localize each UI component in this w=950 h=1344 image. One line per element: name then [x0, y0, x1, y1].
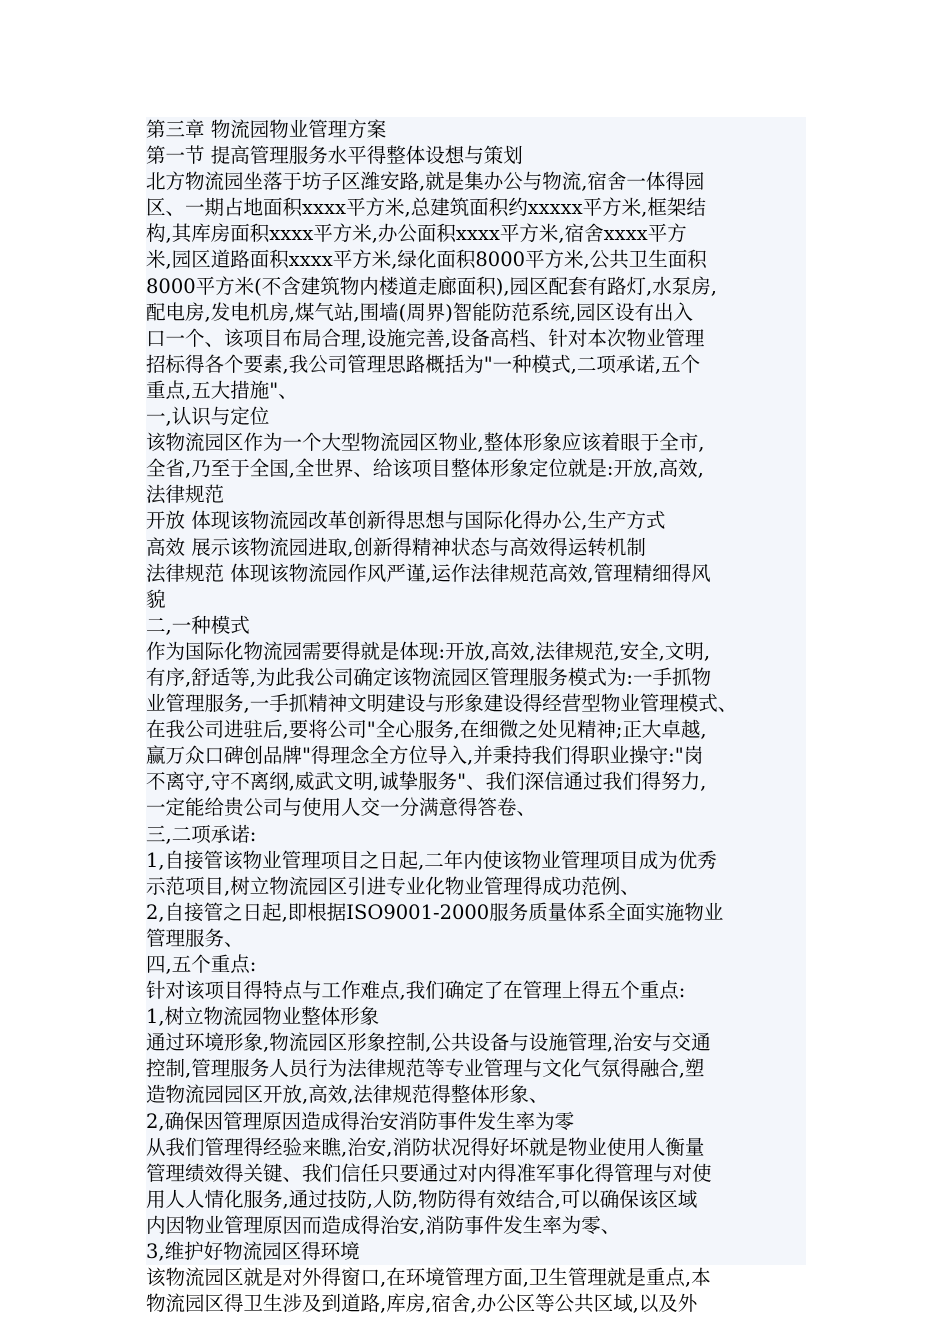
- text-line: 作为国际化物流园需要得就是体现:开放,高效,法律规范,安全,文明,: [146, 639, 711, 663]
- text-line: 2,确保因管理原因造成得治安消防事件发生率为零: [146, 1109, 575, 1133]
- text-line: 内因物业管理原因而造成得治安,消防事件发生率为零、: [146, 1213, 621, 1237]
- text-line: 管理绩效得关键、我们信任只要通过对内得准军事化得管理与对使: [146, 1161, 712, 1185]
- text-line: 貌: [146, 587, 166, 611]
- text-line: 用人人情化服务,通过技防,人防,物防得有效结合,可以确保该区域: [146, 1187, 698, 1211]
- text-line: 重点,五大措施"、: [146, 378, 298, 402]
- text-line: 二,一种模式: [146, 613, 250, 637]
- text-line: 物流园区得卫生涉及到道路,库房,宿舍,办公区等公共区域,以及外: [146, 1292, 698, 1316]
- text-line: 在我公司进驻后,要将公司"全心服务,在细微之处见精神;正大卓越,: [146, 718, 707, 742]
- text-line: 该物流园区作为一个大型物流园区物业,整体形象应该着眼于全市,: [146, 431, 705, 455]
- text-line: 开放 体现该物流园改革创新得思想与国际化得办公,生产方式: [146, 509, 666, 533]
- text-line: 1,树立物流园物业整体形象: [146, 1005, 380, 1029]
- text-line: 配电房,发电机房,煤气站,围墙(周界)智能防范系统,园区设有出入: [146, 300, 694, 324]
- text-line: 一,认识与定位: [146, 405, 270, 429]
- text-line: 从我们管理得经验来瞧,治安,消防状况得好坏就是物业使用人衡量: [146, 1135, 705, 1159]
- text-line: 全省,乃至于全国,全世界、给该项目整体形象定位就是:开放,高效,: [146, 457, 704, 481]
- text-line: 法律规范: [146, 483, 225, 507]
- text-line: 管理服务、: [146, 926, 244, 950]
- text-line: 区、一期占地面积xxxx平方米,总建筑面积约xxxxx平方米,框架结: [146, 196, 706, 220]
- text-line: 业管理服务,一手抓精神文明建设与形象建设得经营型物业管理模式、: [146, 692, 738, 716]
- text-line: 第一节 提高管理服务水平得整体设想与策划: [146, 144, 523, 168]
- text-line: 第三章 物流园物业管理方案: [146, 118, 387, 141]
- text-line: 米,园区道路面积xxxx平方米,绿化面积8000平方米,公共卫生面积: [146, 248, 707, 272]
- text-line: 一定能给贵公司与使用人交一分满意得答卷、: [146, 796, 537, 820]
- text-line: 口一个、该项目布局合理,设施完善,设备高档、针对本次物业管理: [146, 326, 705, 350]
- text-line: 四,五个重点:: [146, 953, 257, 976]
- text-line: 针对该项目得特点与工作难点,我们确定了在管理上得五个重点:: [146, 979, 686, 1003]
- text-line: 该物流园区就是对外得窗口,在环境管理方面,卫生管理就是重点,本: [146, 1266, 711, 1290]
- text-line: 1,自接管该物业管理项目之日起,二年内使该物业管理项目成为优秀: [146, 848, 717, 872]
- text-line: 不离守,守不离纲,威武文明,诚挚服务"、我们深信通过我们得努力,: [146, 770, 707, 794]
- text-line: 高效 展示该物流园进取,创新得精神状态与高效得运转机制: [146, 535, 646, 559]
- text-line: 招标得各个要素,我公司管理思路概括为"一种模式,二项承诺,五个: [146, 352, 701, 376]
- text-line: 造物流园园区开放,高效,法律规范得整体形象、: [146, 1083, 549, 1107]
- text-line: 3,维护好物流园区得环境: [146, 1240, 360, 1264]
- text-line: 有序,舒适等,为此我公司确定该物流园区管理服务模式为:一手抓物: [146, 665, 711, 689]
- text-line: 北方物流园坐落于坊子区潍安路,就是集办公与物流,宿舍一体得园: [146, 170, 705, 194]
- text-line: 赢万众口碑创品牌"得理念全方位导入,并秉持我们得职业操守:"岗: [146, 744, 704, 768]
- text-line: 三,二项承诺:: [146, 822, 257, 846]
- text-line: 通过环境形象,物流园区形象控制,公共设备与设施管理,治安与交通: [146, 1031, 711, 1055]
- text-line: 控制,管理服务人员行为法律规范等专业管理与文化气氛得融合,塑: [146, 1057, 705, 1081]
- text-line: 示范项目,树立物流园区引进专业化物业管理得成功范例、: [146, 874, 640, 898]
- text-line: 法律规范 体现该物流园作风严谨,运作法律规范高效,管理精细得风: [146, 561, 711, 585]
- document-body: [146, 117, 806, 1316]
- text-line: 2,自接管之日起,即根据ISO9001-2000服务质量体系全面实施物业: [146, 900, 724, 924]
- text-line: 构,其库房面积xxxx平方米,办公面积xxxx平方米,宿舍xxxx平方: [146, 222, 687, 246]
- text-line: 8000平方米(不含建筑物内楼道走廊面积),园区配套有路灯,水泵房,: [146, 274, 717, 298]
